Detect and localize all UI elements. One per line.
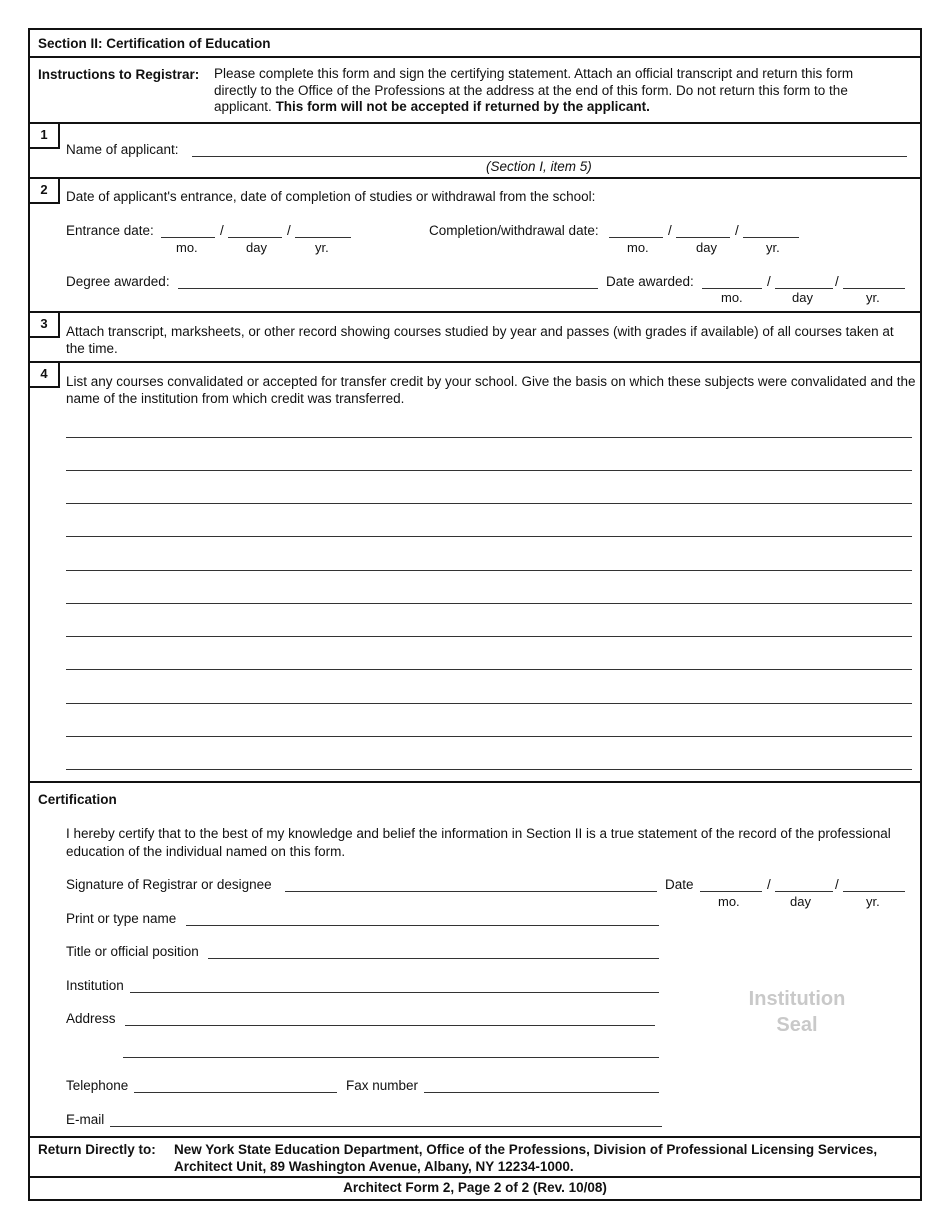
- item3-text: Attach transcript, marksheets, or other record showing courses studied by year and passes (with grades if available) of all courses taken at the time.: [66, 324, 894, 356]
- item2-row: [30, 179, 920, 313]
- print-name-field[interactable]: [186, 925, 659, 926]
- date-separator: /: [835, 877, 839, 892]
- date-separator: /: [835, 274, 839, 289]
- certification-section: [30, 783, 920, 1138]
- transfer-credit-line[interactable]: [66, 636, 912, 637]
- completion-year-field[interactable]: [743, 237, 799, 238]
- item2-label: Date of applicant's entrance, date of completion of studies or withdrawal from the school:: [66, 189, 596, 204]
- item1-row: [30, 124, 920, 179]
- entrance-month-field[interactable]: [161, 237, 215, 238]
- address-field-line2[interactable]: [123, 1057, 659, 1058]
- institution-seal-placeholder: [742, 986, 852, 1038]
- certification-form: [28, 28, 922, 1201]
- date-separator: /: [668, 223, 672, 238]
- email-label: E-mail: [66, 1112, 105, 1127]
- transfer-credit-line[interactable]: [66, 669, 912, 670]
- month-caption: mo.: [718, 894, 740, 909]
- instructions-label: Instructions to Registrar:: [38, 67, 200, 82]
- institution-field[interactable]: [130, 992, 659, 993]
- fax-label: Fax number: [346, 1078, 419, 1093]
- transfer-credit-line[interactable]: [66, 470, 912, 471]
- transfer-credit-line[interactable]: [66, 603, 912, 604]
- print-name-label: Print or type name: [66, 911, 177, 926]
- month-caption: mo.: [627, 240, 649, 255]
- return-address-line1: New York State Education Department, Office of the Professions, Division of Professional Licensing Services,: [174, 1142, 878, 1157]
- transfer-credit-line[interactable]: [66, 503, 912, 504]
- institution-label: Institution: [66, 978, 124, 993]
- month-caption: mo.: [176, 240, 198, 255]
- title-position-label: Title or official position: [66, 944, 199, 959]
- year-caption: yr.: [866, 290, 880, 305]
- return-address-line2: Architect Unit, 89 Washington Avenue, Albany, NY 12234-1000.: [174, 1159, 574, 1174]
- address-label: Address: [66, 1011, 116, 1026]
- entrance-day-field[interactable]: [228, 237, 282, 238]
- year-caption: yr.: [315, 240, 329, 255]
- date-separator: /: [767, 274, 771, 289]
- date-separator: /: [220, 223, 224, 238]
- day-caption: day: [790, 894, 811, 909]
- day-caption: day: [246, 240, 267, 255]
- day-caption: day: [696, 240, 717, 255]
- transfer-credit-line[interactable]: [66, 536, 912, 537]
- month-caption: mo.: [721, 290, 743, 305]
- instructions-text: Please complete this form and sign the certifying statement. Attach an official transcript and return this form directly to the Office of the Professions at the address at the end of this form. Do not return this form to the applicant. This form will not be accepted if returned by the applicant.: [214, 66, 854, 114]
- form-footer: Architect Form 2, Page 2 of 2 (Rev. 10/08): [343, 1180, 607, 1195]
- cert-day-field[interactable]: [775, 891, 833, 892]
- year-caption: yr.: [766, 240, 780, 255]
- item-number: 2: [30, 179, 60, 204]
- awarded-month-field[interactable]: [702, 288, 762, 289]
- date-awarded-label: Date awarded:: [606, 274, 694, 289]
- completion-date-label: Completion/withdrawal date:: [429, 223, 599, 238]
- section-header-row: [30, 30, 920, 58]
- certification-statement: I hereby certify that to the best of my knowledge and belief the information in Section II is a true statement of the record of the professional education of the individual named on this form.: [66, 826, 891, 859]
- date-separator: /: [735, 223, 739, 238]
- item4-row: [30, 363, 920, 783]
- cert-year-field[interactable]: [843, 891, 905, 892]
- cert-month-field[interactable]: [700, 891, 762, 892]
- entrance-date-label: Entrance date:: [66, 223, 154, 238]
- return-label: Return Directly to:: [38, 1142, 156, 1157]
- item-number: 1: [30, 124, 60, 149]
- degree-awarded-field[interactable]: [178, 288, 598, 289]
- seal-text: Seal: [776, 1014, 818, 1036]
- instructions-row: [30, 58, 920, 124]
- applicant-name-field[interactable]: [192, 156, 907, 157]
- completion-month-field[interactable]: [609, 237, 663, 238]
- telephone-field[interactable]: [134, 1092, 337, 1093]
- item3-row: [30, 313, 920, 363]
- transfer-credit-line[interactable]: [66, 736, 912, 737]
- signature-label: Signature of Registrar or designee: [66, 877, 272, 892]
- section-title: Section II: Certification of Education: [38, 36, 271, 51]
- return-address-row: [30, 1138, 920, 1178]
- fax-field[interactable]: [424, 1092, 659, 1093]
- item-number: 3: [30, 313, 60, 338]
- telephone-label: Telephone: [66, 1078, 129, 1093]
- section-reference-note: (Section I, item 5): [486, 159, 592, 174]
- address-field-line1[interactable]: [125, 1025, 655, 1026]
- transfer-credit-line[interactable]: [66, 703, 912, 704]
- item-number: 4: [30, 363, 60, 388]
- year-caption: yr.: [866, 894, 880, 909]
- date-separator: /: [287, 223, 291, 238]
- date-separator: /: [767, 877, 771, 892]
- entrance-year-field[interactable]: [295, 237, 351, 238]
- signature-field[interactable]: [285, 891, 657, 892]
- transfer-credit-line[interactable]: [66, 570, 912, 571]
- awarded-year-field[interactable]: [843, 288, 905, 289]
- transfer-credit-line[interactable]: [66, 769, 912, 770]
- seal-text: Institution: [748, 988, 846, 1010]
- email-field[interactable]: [110, 1126, 662, 1127]
- day-caption: day: [792, 290, 813, 305]
- applicant-name-label: Name of applicant:: [66, 142, 179, 157]
- awarded-day-field[interactable]: [775, 288, 833, 289]
- title-position-field[interactable]: [208, 958, 659, 959]
- completion-day-field[interactable]: [676, 237, 730, 238]
- degree-awarded-label: Degree awarded:: [66, 274, 170, 289]
- instructions-bold-warning: This form will not be accepted if returned by the applicant.: [275, 99, 650, 114]
- transfer-credit-line[interactable]: [66, 437, 912, 438]
- date-label: Date: [665, 877, 694, 892]
- certification-title: Certification: [38, 792, 117, 807]
- item4-text: List any courses convalidated or accepted for transfer credit by your school. Give the basis on which these subjects were convalidated and the name of the institution from which credit was transferred.: [66, 374, 916, 406]
